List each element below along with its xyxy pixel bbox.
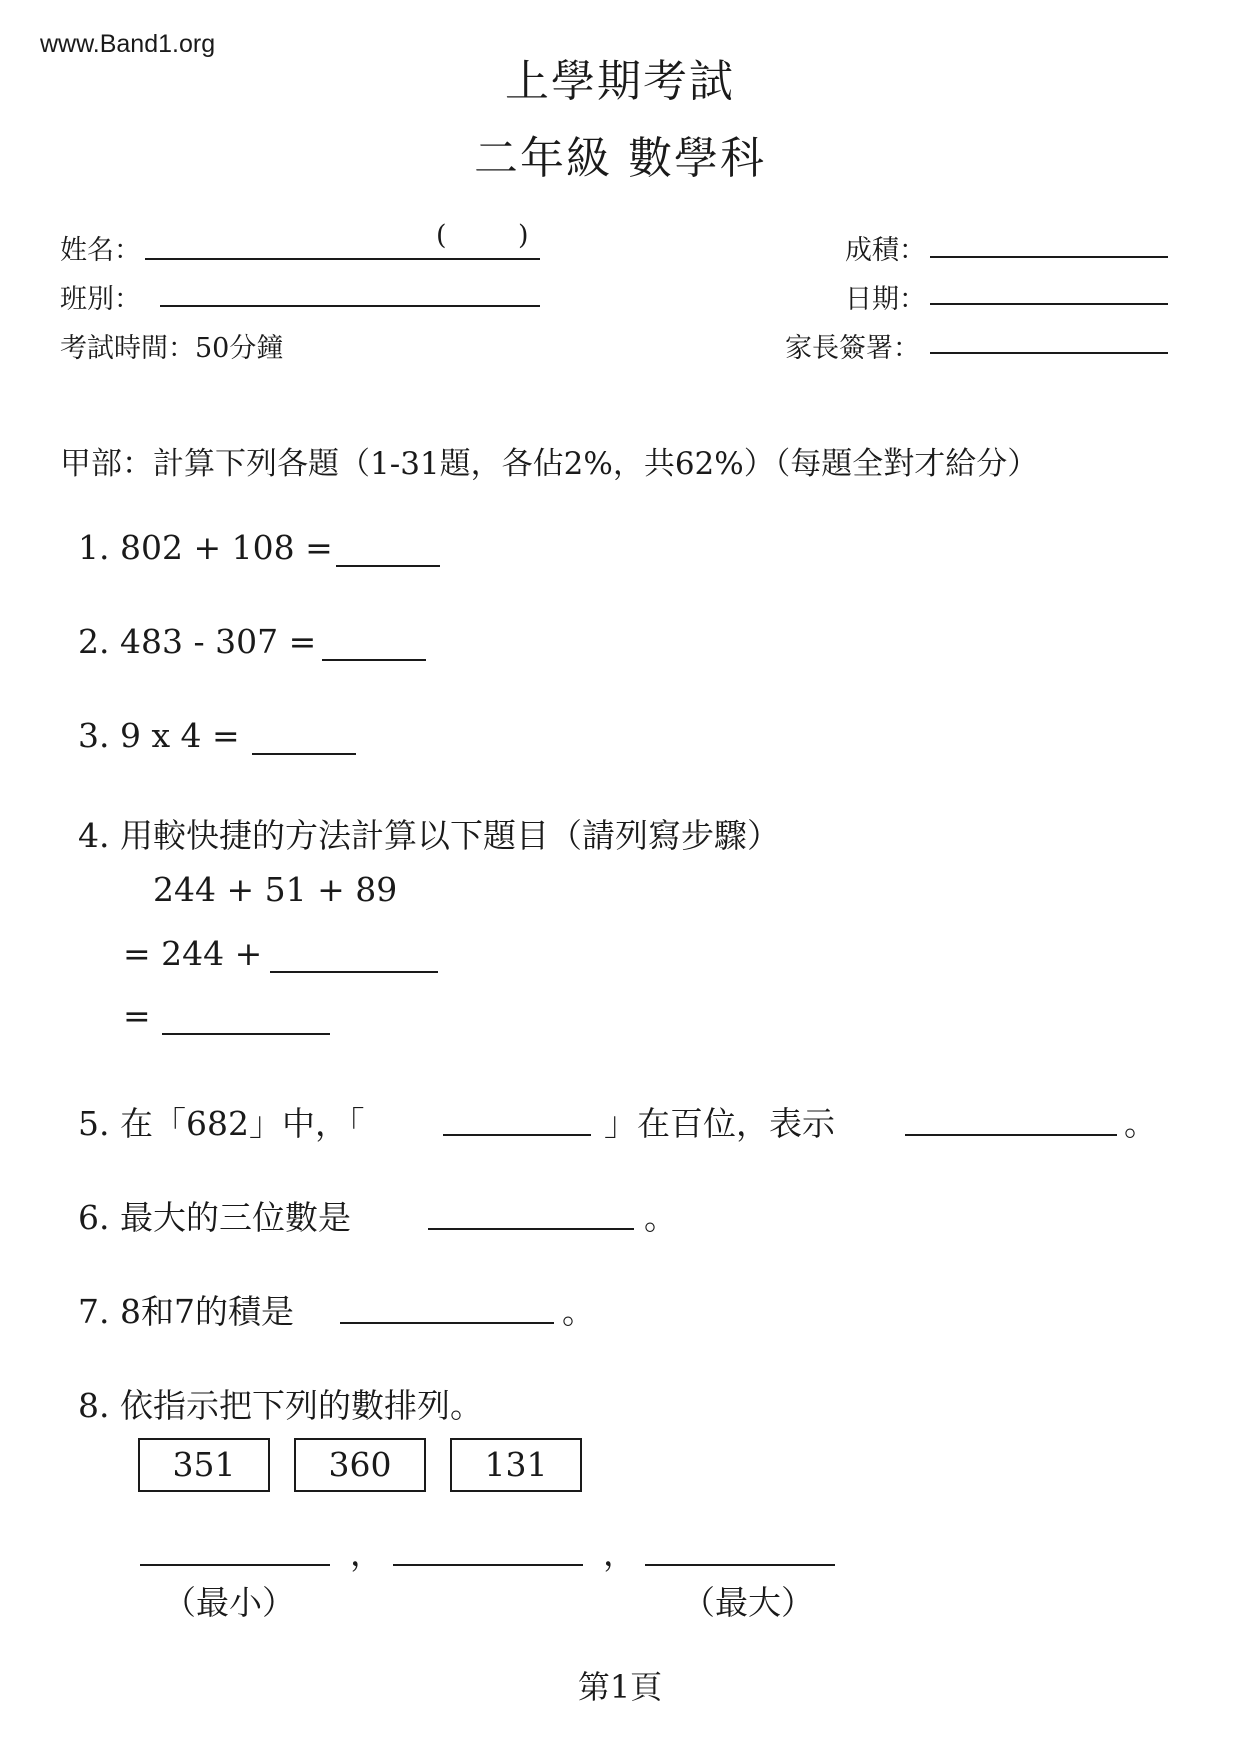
order-comma-2: ， (603, 1534, 636, 1573)
question-6-end: 。 (644, 1198, 677, 1237)
question-4: 4. 用較快捷的方法計算以下題目（請列寫步驟） (78, 816, 780, 855)
order-blank-3[interactable] (645, 1564, 835, 1566)
answer-blank-4a[interactable] (270, 971, 438, 973)
site-url: www.Band1.org (40, 30, 216, 58)
order-blank-1[interactable] (140, 1564, 330, 1566)
question-7-end: 。 (562, 1292, 595, 1331)
question-5-part-a: 5. 在「682」中，「 (78, 1104, 365, 1143)
question-7: 7. 8和7的積是 (78, 1292, 294, 1331)
question-3: 3. 9 x 4 = (78, 716, 240, 755)
class-label: 班別： (60, 284, 141, 315)
number-box: 360 (294, 1438, 426, 1492)
question-4-step-2: = (123, 996, 151, 1035)
date-label: 日期： (845, 284, 926, 315)
answer-blank-1[interactable] (336, 565, 440, 567)
question-6: 6. 最大的三位數是 (78, 1198, 351, 1237)
number-box: 131 (450, 1438, 582, 1492)
answer-blank-3[interactable] (252, 753, 356, 755)
date-blank[interactable] (930, 303, 1168, 305)
order-blank-2[interactable] (393, 1564, 583, 1566)
question-5-part-b: 」在百位，表示 (604, 1104, 835, 1143)
answer-blank-2[interactable] (322, 659, 426, 661)
question-5-end: 。 (1124, 1104, 1157, 1143)
question-4-step-1: = 244 + (123, 934, 263, 973)
name-blank[interactable] (145, 258, 540, 260)
exam-subject: 二年級 數學科 (474, 133, 766, 184)
section-heading: 甲部：計算下列各題（1-31題，各佔2%，共62%）（每題全對才給分） (60, 446, 1039, 482)
answer-blank-5b[interactable] (905, 1134, 1117, 1136)
answer-blank-4b[interactable] (162, 1033, 330, 1035)
score-label: 成積： (845, 235, 926, 266)
answer-blank-5a[interactable] (443, 1134, 591, 1136)
exam-time: 考試時間：50分鐘 (60, 333, 284, 364)
answer-blank-6[interactable] (428, 1228, 634, 1230)
class-blank[interactable] (160, 305, 540, 307)
order-comma-1: ， (350, 1534, 383, 1573)
smallest-label: （最小） (163, 1583, 295, 1622)
signature-label: 家長簽署： (785, 333, 920, 364)
question-4-expression: 244 + 51 + 89 (153, 870, 398, 909)
page-number: 第1頁 (577, 1668, 663, 1706)
largest-label: （最大） (682, 1583, 814, 1622)
question-1: 1. 802 + 108 = (78, 528, 333, 567)
question-8: 8. 依指示把下列的數排列。 (78, 1386, 483, 1425)
name-label: 姓名： (60, 235, 141, 266)
answer-blank-7[interactable] (340, 1322, 554, 1324)
score-blank[interactable] (930, 256, 1168, 258)
signature-blank[interactable] (930, 352, 1168, 354)
class-number-paren-close: ) (518, 220, 529, 251)
question-2: 2. 483 - 307 = (78, 622, 317, 661)
number-box: 351 (138, 1438, 270, 1492)
class-number-paren-open: ( (436, 220, 447, 251)
exam-title: 上學期考試 (505, 56, 735, 107)
